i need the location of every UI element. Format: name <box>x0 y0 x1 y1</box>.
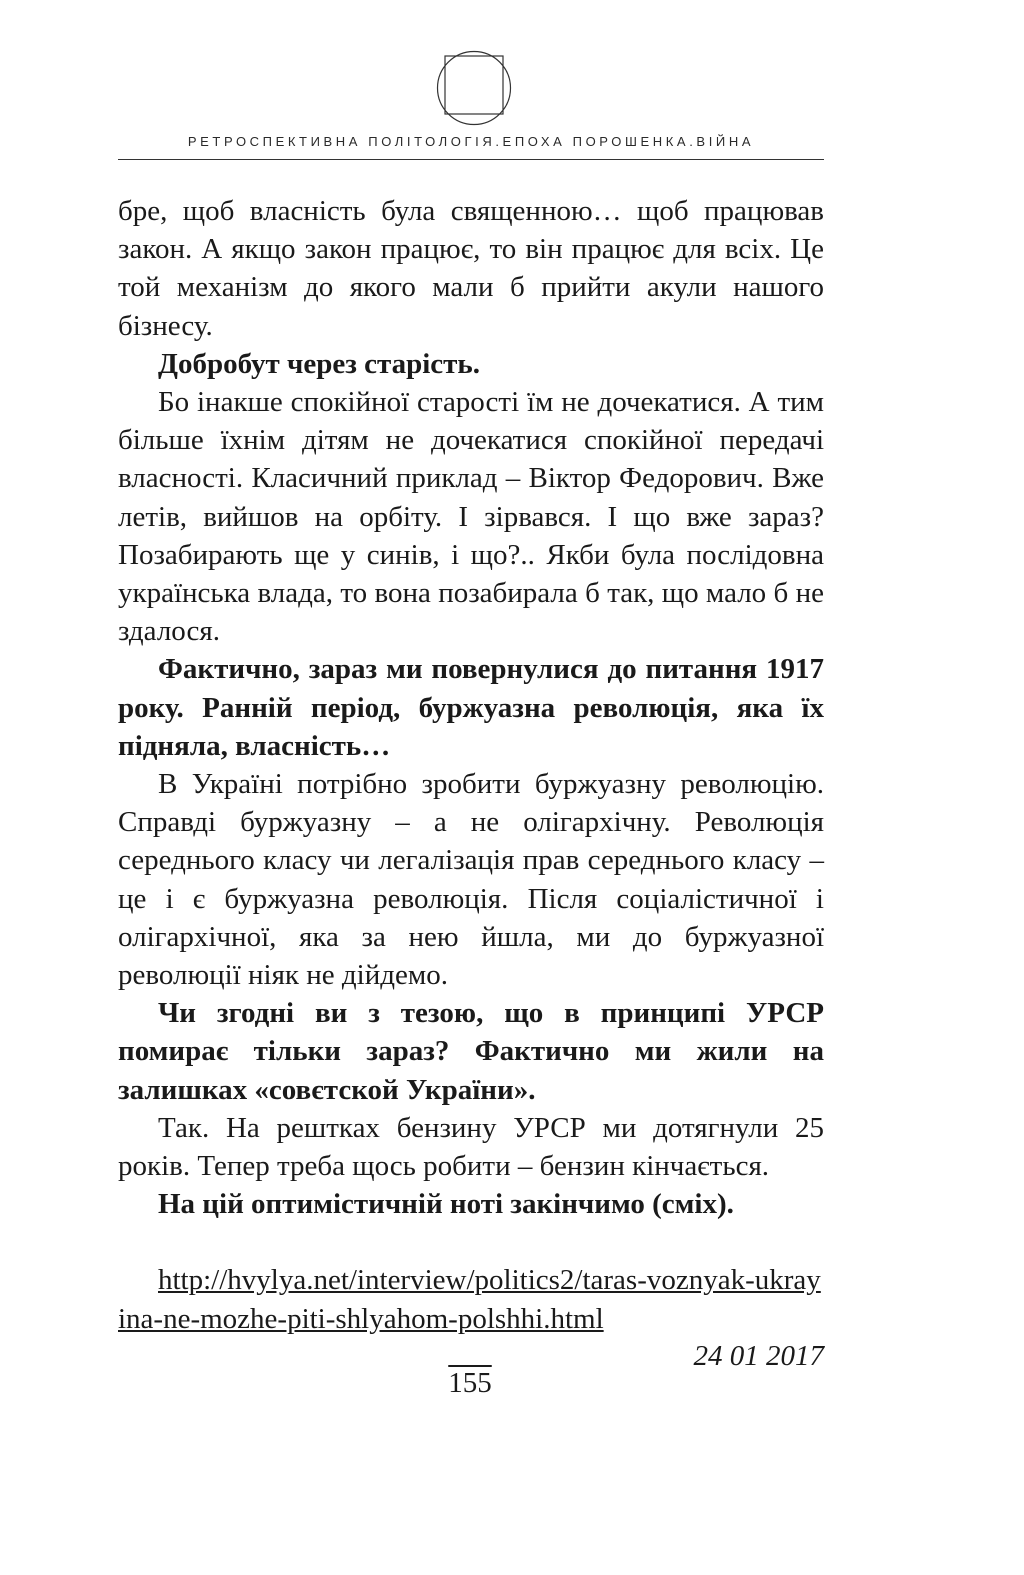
interview-answer: Так. На рештках бензину УРСР ми дотягнули 25 років. Тепер треба щось робити – бензин кінчається. <box>118 1111 824 1183</box>
interview-question: Фактично, зараз ми повернулися до питання 1917 року. Ранній період, буржуазна революція, яка їх підняла, власність… <box>118 653 824 762</box>
circle-square-logo-icon <box>436 50 512 126</box>
running-header: РЕТРОСПЕКТИВНА ПОЛІТОЛОГІЯ.ЕПОХА ПОРОШЕНКА.ВІЙНА <box>187 134 755 149</box>
publication-date: 24 01 2017 <box>693 1340 824 1372</box>
interview-question: На цій оптимістичній ноті закінчимо (сміх). <box>158 1188 734 1221</box>
source-link-paragraph <box>118 1261 824 1337</box>
interview-answer: В Україні потрібно зробити буржуазну революцію. Справді буржуазну – а не олігархічну. Революція середнього класу чи легалізація прав середнього класу – це і є буржуазна революція. Після соціалістичної і олігархічної, яка за нею йшла, ми до буржуазної революції ніяк не дійдемо. <box>118 768 824 992</box>
page-body <box>118 192 824 1338</box>
paragraph-continuation: бре, щоб власність була священною… щоб працював закон. А якщо закон працює, то він працює для всіх. Це той механізм до якого мали б прийти акули нашого бізнесу. <box>118 195 824 342</box>
header-divider <box>118 159 824 160</box>
interview-question: Чи згодні ви з тезою, що в принципі УРСР помирає тільки зараз? Фактично ми жили на залишках «совєтской України». <box>118 997 824 1106</box>
source-link[interactable]: http://hvylya.net/interview/politics2/taras-voznyak-ukrayina-ne-mozhe-piti-shlyahom-polshhi.html <box>118 1264 821 1335</box>
page-number: 155 <box>448 1367 492 1399</box>
interview-answer: Бо інакше спокійної старості їм не дочекатися. А тим більше їхнім дітям не дочекатися спокійної передачі власності. Класичний приклад – Віктор Федорович. Вже летів, вийшов на орбіту. І зірвався. І що вже зараз? Позабирають ще у синів, і що?.. Якби була послідовна українська влада, то вона позабирала б так, що мало б не здалося. <box>118 386 824 648</box>
interview-question: Добробут через старість. <box>158 347 480 380</box>
